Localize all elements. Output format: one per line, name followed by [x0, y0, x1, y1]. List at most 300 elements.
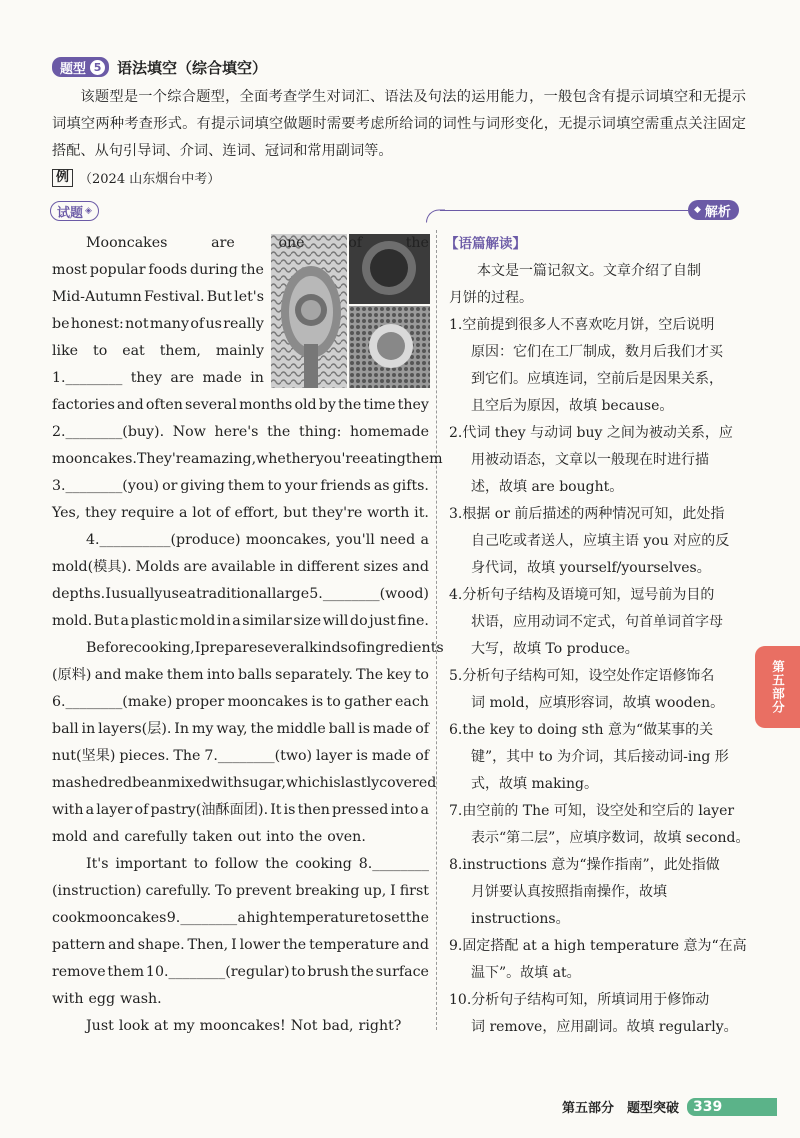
passage-word: but: [283, 505, 308, 521]
passage-word: oven.: [327, 829, 366, 845]
passage-word: a: [179, 505, 188, 521]
passage-word: usually: [111, 586, 163, 602]
passage-word: prepare: [200, 640, 258, 656]
passage-word: and: [108, 937, 135, 953]
passage-word: into: [206, 667, 235, 683]
passage-word: layers(层).: [98, 721, 172, 737]
passage-word: them: [166, 667, 204, 683]
passage-word: are: [170, 370, 195, 386]
passage-word: during: [190, 262, 238, 278]
passage-word: It's: [86, 856, 109, 872]
part-side-tab[interactable]: [755, 646, 800, 728]
passage-word: do: [350, 613, 368, 629]
passage-word: popular: [89, 262, 146, 278]
passage-word: and: [117, 397, 144, 413]
passage-word: brush: [307, 964, 349, 980]
passage-word: is: [328, 775, 341, 791]
passage-word: right?: [358, 1018, 402, 1034]
passage-word: ball: [52, 721, 79, 737]
passage-word: mooncakes: [227, 694, 308, 710]
analysis-title: 【语篇解读】: [445, 236, 526, 252]
example-label: 例: [52, 169, 73, 187]
analysis-header-line: [440, 210, 688, 211]
passage-word: them,: [159, 343, 201, 359]
blank-field[interactable]: 6.________(make): [52, 694, 173, 710]
passage-word: taken: [192, 829, 233, 845]
passage-line: [52, 261, 264, 279]
passage-word: make: [124, 667, 164, 683]
passage-word: giving: [180, 478, 225, 494]
passage-word: I: [194, 640, 201, 656]
passage-word: need: [380, 532, 416, 548]
blank-field[interactable]: 5.________(wood): [309, 586, 429, 602]
passage-line: [52, 720, 429, 738]
passage-word: is: [311, 694, 324, 710]
passage-word: It: [270, 802, 282, 818]
analysis-line: 1.空前提到很多人不喜欢吃月饼，空后说明: [449, 317, 715, 333]
passage-word: similar: [242, 613, 292, 629]
passage-word: a: [187, 586, 196, 602]
passage-word: kinds: [309, 640, 348, 656]
analysis-line: 用被动语态，文章以一般现在时进行描: [471, 452, 709, 468]
analysis-line: 7.由空前的 The 可知，设空处和空后的 layer: [449, 803, 735, 819]
analysis-line: 原因：它们在工厂制成，数月后我们才买: [471, 344, 723, 360]
passage-word: in: [250, 370, 264, 386]
passage-word: worth: [367, 505, 410, 521]
passage-line: [52, 747, 429, 765]
passage-word: carefully: [124, 829, 188, 845]
passage-word: of: [415, 748, 429, 764]
analysis-line: 温下”。故填 at。: [471, 965, 581, 981]
analysis-line: 月饼的过程。: [449, 290, 533, 306]
passage-word: pastry(油酥面团).: [150, 802, 269, 818]
analysis-line: 且空后为原因，故填 because。: [471, 398, 674, 414]
passage-word: of: [415, 721, 429, 737]
passage-word: Just: [86, 1018, 114, 1034]
passage-word: The: [356, 667, 384, 683]
passage-word: really: [223, 316, 264, 332]
passage-word: Festival.: [143, 289, 205, 305]
analysis-line: 词 remove，应用副词。故填 regularly。: [471, 1019, 738, 1035]
passage-word: of: [348, 235, 363, 251]
passage-word: to: [267, 478, 282, 494]
passage-word: the: [250, 721, 274, 737]
blank-field[interactable]: 2.________(buy).: [52, 424, 165, 440]
analysis-line: 到它们。应填连词，空前后是因果关系，: [471, 371, 723, 387]
mooncake-mold-photo: [271, 234, 430, 388]
passage-word: effort,: [234, 505, 279, 521]
passage-line: [52, 936, 429, 954]
passage-word: are: [183, 559, 208, 575]
passage-word: red: [107, 775, 133, 791]
passage-word: (instruction): [52, 883, 142, 899]
passage-word: In: [174, 721, 190, 737]
passage-line: [52, 585, 429, 603]
analysis-line: 大写，故填 To produce。: [471, 641, 639, 657]
passage-word: they: [130, 370, 162, 386]
passage-word: to: [193, 856, 208, 872]
passage-word: of: [215, 505, 230, 521]
passage-word: with: [52, 991, 84, 1007]
passage-word: time: [363, 397, 396, 413]
passage-word: carefully.: [145, 883, 212, 899]
passage-word: lot: [192, 505, 212, 521]
passage-word: mold.: [52, 613, 93, 629]
passage-line: [52, 369, 264, 387]
passage-word: But: [93, 613, 119, 629]
passage-word: egg: [88, 991, 116, 1007]
intro-paragraph: 该题型是一个综合题型，全面考查学生对词汇、语法及句法的运用能力，一般包含有提示词填空和无提示词填空两种考查形式。有提示词填空做题时需要考虑所给词的词性与词形变化，无提示词填空需重点关注固定搭配、从句引导词、介词、连词、冠词和常用副词等。: [52, 89, 746, 159]
passage-word: here's: [214, 424, 259, 440]
passage-word: and: [94, 667, 122, 683]
analysis-line: 2.代词 they 与动词 buy 之间为被动关系，应: [449, 425, 733, 441]
passage-word: prevent: [235, 883, 292, 899]
passage-word: up,: [363, 883, 387, 899]
blank-field[interactable]: 9.________: [166, 910, 238, 926]
column-divider: [436, 230, 437, 1030]
passage-word: honest:: [70, 316, 124, 332]
passage-word: the: [338, 397, 362, 413]
passage-word: the: [405, 235, 429, 251]
passage-word: traditional: [196, 586, 272, 602]
passage-word: I: [390, 883, 396, 899]
example-line: [52, 168, 220, 187]
passage-word: eating: [360, 451, 406, 467]
passage-word: pieces.: [119, 748, 170, 764]
passage-word: set: [383, 910, 406, 926]
passage-word: follow: [214, 856, 259, 872]
passage-line: [52, 909, 429, 927]
passage-word: cook: [52, 910, 86, 926]
passage-line: [52, 774, 437, 792]
heading-title: 语法填空（综合填空）: [117, 58, 268, 77]
passage-word: be: [52, 316, 70, 332]
passage-word: they: [397, 397, 429, 413]
page-footer: [562, 1097, 777, 1116]
passage-word: Yes,: [52, 505, 81, 521]
passage-word: high: [246, 910, 279, 926]
passage-word: which: [285, 775, 329, 791]
passage-word: I: [231, 937, 237, 953]
section-heading: [52, 56, 267, 78]
passage-word: them: [227, 478, 265, 494]
passage-word: ingredients: [361, 640, 444, 656]
passage-word: Molds: [135, 559, 180, 575]
passage-word: with: [210, 775, 243, 791]
passage-word: many: [149, 316, 189, 332]
passage-word: the: [298, 829, 323, 845]
analysis-line: 键”，其中 to 为介词，其后接动词-ing 形: [471, 749, 729, 765]
passage-word: are: [211, 235, 235, 251]
passage-line: [52, 234, 429, 252]
passage-line: [52, 531, 429, 549]
passage-word: breaking: [295, 883, 360, 899]
analysis-line: 词 mold，应填形容词，故填 wooden。: [471, 695, 725, 711]
passage-word: key: [386, 667, 412, 683]
passage-word: mold(模具).: [52, 559, 132, 575]
passage-word: of: [190, 316, 205, 332]
passage-word: is: [283, 802, 296, 818]
passage-word: way,: [216, 721, 248, 737]
passage-word: bad,: [322, 1018, 354, 1034]
passage-word: Mooncakes: [86, 235, 168, 251]
passage-word: to: [414, 667, 429, 683]
passage-word: is: [358, 721, 370, 737]
passage-word: foods: [148, 262, 188, 278]
analysis-line: 10.分析句子结构可知，所填词用于修饰动: [449, 992, 710, 1008]
blank-field[interactable]: 4.__________(produce): [86, 532, 241, 548]
analysis-line: 3.根据 or 前后描述的两种情况可知，此处指: [449, 506, 725, 522]
passage-word: first: [399, 883, 429, 899]
blank-field[interactable]: 7.________(two): [204, 748, 313, 764]
passage-word: Not: [290, 1018, 318, 1034]
question-type-tag: [52, 57, 109, 77]
passage-word: gather: [344, 694, 392, 710]
passage-word: my: [173, 1018, 195, 1034]
passage-word: shape.: [137, 937, 185, 953]
passage-word: friends: [320, 478, 371, 494]
passage-word: into: [266, 829, 294, 845]
passage-word: temperature: [309, 937, 400, 953]
passage-word: your: [284, 478, 318, 494]
passage-word: a: [232, 613, 241, 629]
passage-word: require: [121, 505, 175, 521]
passage-word: like: [52, 343, 79, 359]
passage-word: to: [291, 964, 306, 980]
passage-word: I: [105, 586, 111, 602]
passage-line: [52, 342, 264, 360]
passage-word: you'll: [336, 532, 375, 548]
passage-word: us: [205, 316, 222, 332]
passage-word: bean: [132, 775, 168, 791]
passage-line: [52, 315, 264, 333]
passage-word: the: [267, 424, 291, 440]
diamond-icon: ◆: [694, 205, 701, 215]
passage-line: [52, 666, 429, 684]
passage-word: cooking,: [133, 640, 195, 656]
passage-word: into: [390, 802, 419, 818]
passage-word: made: [372, 721, 413, 737]
passage-line: [52, 963, 429, 981]
passage-word: Before: [86, 640, 134, 656]
passage-word: remove: [52, 964, 106, 980]
passage-word: separately.: [275, 667, 353, 683]
passage-word: made: [202, 370, 242, 386]
passage-word: lastly: [340, 775, 380, 791]
footer-section-title: 第五部分 题型突破: [562, 1101, 680, 1116]
passage-word: in: [216, 613, 231, 629]
passage-word: pattern: [52, 937, 106, 953]
passage-word: wash.: [120, 991, 162, 1007]
passage-word: fine.: [397, 613, 429, 629]
passage-word: my: [191, 721, 214, 737]
passage-word: they: [85, 505, 117, 521]
analysis-line: 身代词，故填 yourself/yourselves。: [471, 560, 711, 576]
passage-word: the: [405, 910, 429, 926]
passage-word: To: [215, 883, 233, 899]
blank-field[interactable]: 1.________: [52, 370, 123, 386]
passage-word: the: [265, 856, 289, 872]
passage-word: to: [326, 694, 341, 710]
passage-word: them: [107, 964, 145, 980]
analysis-line: 4.分析句子结构及语境可知，逗号前为目的: [449, 587, 715, 603]
blank-field[interactable]: 10.________(regular): [145, 964, 290, 980]
passage-word: plastic: [130, 613, 179, 629]
passage-word: the: [350, 964, 374, 980]
analysis-line: 表示“第二层”，应填序数词，故填 second。: [471, 830, 750, 846]
passage-word: mainly: [215, 343, 264, 359]
question-type-number: 5: [90, 60, 105, 75]
passage-word: in: [81, 721, 96, 737]
passage-word: a: [85, 802, 95, 818]
passage-line: [52, 423, 429, 441]
passage-word: most: [52, 262, 87, 278]
passage-line: [52, 990, 429, 1008]
passage-word: old: [294, 397, 317, 413]
passage-word: each: [395, 694, 429, 710]
passage-word: the: [282, 937, 307, 953]
passage-word: pressed: [332, 802, 389, 818]
passage-line: [52, 882, 429, 900]
passage-word: to: [369, 910, 384, 926]
passage-word: then: [297, 802, 330, 818]
passage-word: the: [240, 262, 264, 278]
passage-word: often: [145, 397, 183, 413]
passage-word: let's: [234, 289, 264, 305]
passage-word: several: [257, 640, 310, 656]
question-section-label: 试题: [57, 205, 84, 221]
passage-word: out: [237, 829, 262, 845]
passage-word: mashed: [52, 775, 108, 791]
analysis-line: 8.instructions 意为“操作指南”，此处指做: [449, 857, 720, 873]
passage-word: you're: [315, 451, 361, 467]
passage-word: in: [279, 559, 294, 575]
passage-word: thing:: [299, 424, 342, 440]
passage-word: sizes: [363, 559, 399, 575]
passage-word: mooncakes!: [199, 1018, 286, 1034]
analysis-line: 述，故填 are bought。: [471, 479, 624, 495]
analysis-line: 状语，应用动词不定式，句首单词首字母: [471, 614, 723, 630]
passage-word: a: [420, 802, 429, 818]
passage-line: [52, 1017, 429, 1035]
passage-line: [52, 450, 443, 468]
passage-word: cooking: [295, 856, 352, 872]
analysis-line: 自己吃或者送人，应填主语 you 对应的反: [471, 533, 730, 549]
passage-line: [52, 828, 429, 846]
passage-word: middle: [276, 721, 326, 737]
passage-word: them: [405, 451, 443, 467]
passage-line: [52, 504, 429, 522]
part-side-tab-label: 第五部分: [770, 660, 786, 714]
passage-word: several: [185, 397, 237, 413]
passage-word: will: [322, 613, 349, 629]
analysis-line: 本文是一篇记叙文。文章介绍了自制: [477, 263, 701, 279]
passage-word: mooncakes.: [52, 451, 137, 467]
passage-line: [52, 639, 444, 657]
passage-line: [52, 855, 429, 873]
passage-word: depths.: [52, 586, 106, 602]
question-type-label: 题型: [60, 61, 87, 77]
passage-word: large: [271, 586, 310, 602]
analysis-section-label: 解析: [704, 204, 731, 220]
passage-line: [52, 801, 429, 819]
passage-word: homemade: [350, 424, 429, 440]
blank-field[interactable]: 8.________: [358, 856, 429, 872]
passage-line: [52, 693, 429, 711]
passage-word: gifts.: [392, 478, 429, 494]
passage-word: look: [118, 1018, 150, 1034]
passage-word: of: [347, 640, 362, 656]
passage-line: [52, 477, 429, 495]
passage-word: made: [371, 748, 412, 764]
passage-word: nut(坚果): [52, 748, 116, 764]
passage-word: layer: [316, 748, 353, 764]
passage-word: at: [154, 1018, 169, 1034]
passage-word: They're: [136, 451, 191, 467]
example-source: （2024 山东烟台中考）: [79, 172, 221, 187]
passage-line: [52, 288, 264, 306]
passage-word: balls: [238, 667, 272, 683]
passage-line: [52, 612, 429, 630]
analysis-line: 9.固定搭配 at a high temperature 意为“在高: [449, 938, 747, 954]
passage-word: proper: [175, 694, 225, 710]
passage-word: eat: [122, 343, 145, 359]
passage-word: and: [92, 829, 120, 845]
passage-word: mold: [179, 613, 216, 629]
passage-word: one: [278, 235, 305, 251]
passage-word: a: [237, 910, 246, 926]
question-section-tag: [50, 201, 99, 221]
passage-word: mold: [52, 829, 88, 845]
analysis-line: 月饼要认真按照指南操作，故填: [471, 884, 667, 900]
passage-word: factories: [52, 397, 115, 413]
passage-word: whether: [256, 451, 316, 467]
diamond-icon: ◈: [85, 206, 92, 216]
passage-word: with: [52, 802, 84, 818]
passage-word: mooncakes,: [245, 532, 331, 548]
passage-word: important: [115, 856, 187, 872]
passage-word: temperature: [278, 910, 369, 926]
passage-word: sugar,: [242, 775, 286, 791]
passage-word: (原料): [52, 667, 92, 683]
analysis-line: 6.the key to doing sth 意为“做某事的关: [449, 722, 714, 738]
passage-line: [52, 558, 429, 576]
passage-word: covered: [379, 775, 437, 791]
passage-word: surface: [375, 964, 429, 980]
passage-word: or: [162, 478, 178, 494]
passage-word: they're: [311, 505, 363, 521]
page-number: 339: [687, 1098, 777, 1116]
passage-word: and: [402, 559, 429, 575]
passage-word: it.: [414, 505, 429, 521]
passage-word: a: [120, 613, 130, 629]
passage-word: not: [125, 316, 149, 332]
passage-word: is: [356, 748, 368, 764]
passage-word: amazing,: [190, 451, 257, 467]
passage-word: The: [173, 748, 201, 764]
analysis-line: instructions。: [471, 911, 570, 927]
passage-word: lower: [239, 937, 281, 953]
blank-field[interactable]: 3.________(you): [52, 478, 160, 494]
passage-word: available: [211, 559, 276, 575]
passage-line: [52, 396, 429, 414]
passage-word: mixed: [167, 775, 211, 791]
passage-word: But: [206, 289, 232, 305]
passage-word: a: [420, 532, 429, 548]
analysis-line: 5.分析句子结构可知，设空处作定语修饰名: [449, 668, 715, 684]
passage-word: Then,: [187, 937, 229, 953]
passage-word: different: [297, 559, 360, 575]
